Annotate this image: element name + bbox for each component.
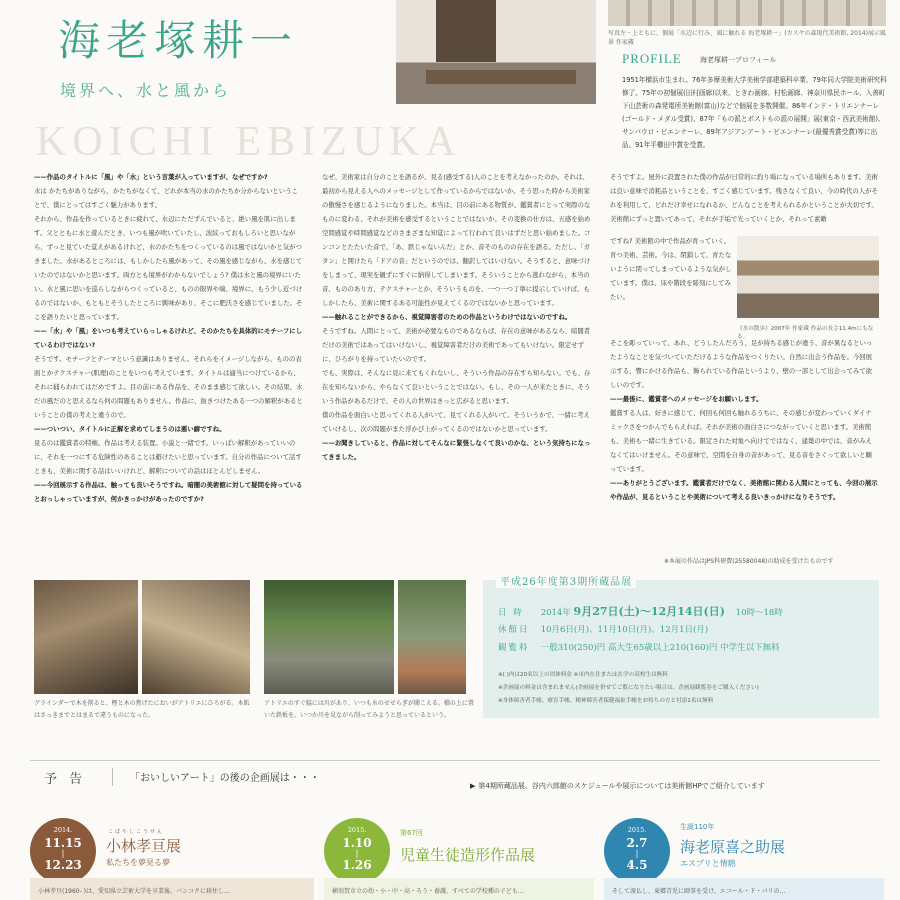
interview-answer: それから、作品を作っているときに疲れて、水辺にただずんでいると、絶い風を肌に出します。父とともに水と遊んだとき、いつも風が吹いていたし、波紋っておもしろいと思いながら、ずっと見ていた覚えがあるけれど、水のかたちをつくっているのは風ではないかと気がつきました。水があるところには、もしかしたら風があって、その風を感じながら、水を感じていたのではないかと思います。両方とも境界がわからないでしょう? 僕は水と風の境界にいたい。水と風に思いを巡らしながらつくっていると、ものの限界や端、境界に、もう少し近づけるのではないか、もともとそうしたところに興味があり、そこに肥沃さを感じていました。そこを語りたいと思っています。 (34, 215, 303, 321)
disc-end: 12.23 (44, 858, 82, 872)
interview-question: ——最後に、鑑賞者へのメッセージをお願いします。 (610, 395, 763, 403)
interview-question: ——ありがとうございます。鑑賞者だけでなく、美術館に関わる人間にとっても、今回の展示や作品が、見るということや美術について考える良いきっかけになりそうです。 (610, 479, 878, 501)
interview-column-3-top (610, 170, 878, 234)
divider (30, 760, 880, 761)
wooden-board (426, 70, 576, 84)
museum-hp-note[interactable] (470, 781, 765, 791)
exhibition-subtitle: 境界へ、水と風から (60, 81, 232, 100)
interview-question: ——今回展示する作品は、触っても良いそうですね。暗闇の美術館に対して疑問を持っているとおっしゃっていますが、何かきっかけがあったのですか? (34, 481, 303, 503)
installation-photo-top-right (608, 0, 886, 26)
interview-question: ——触れることができるから、視覚障害者のための作品というわけではないのですね。 (322, 313, 572, 321)
upcoming-title-1: 小林孝亘展 (106, 837, 182, 855)
upcoming-text-strip-3 (604, 878, 884, 900)
exhibition-dates-row (498, 603, 783, 619)
preview-label: 予 告 (44, 772, 87, 787)
strip-text: そして渡仏し、東郷青児に師事を受け、エコール・ド・パリの… (612, 888, 786, 895)
sculpture-object (436, 0, 496, 62)
disc-start: 11.15 (44, 836, 82, 850)
profile-text: 1951年横浜市生まれ。76年多摩美術大学美術学部建築科卒業、79年同大学院美術研究科修了。75年の初個展(田村画廊)以来、ときわ画廊、村松画廊、神奈川県民ホール、入善町下山芸術の森発電所美術館(富山)などで個展を多数開催。86年インド・トリエンナーレ(ゴールド・メダル受賞)、87年「もの派とポストもの派の展開」展(東京・西武美術館)、サンパウロ・ビエンナーレ、89年アジアンアート・ビエンナーレ(最優秀賞受賞)等に出品。91年平櫛田中賞を受賞。 (622, 76, 887, 149)
interview-question: ——お聞きしていると、作品に対してそんなに緊張しなくて良いのかな、という気持ちになってきました。 (322, 439, 591, 461)
interview-answer: そこを彫っていって、あれ、どうしたんだろう、足が持ちる感じが違う、音が異なるといったようなことを気づいていただけるような作品をつくりたい。自然に出会う作品を。今回展示する、響にかける作品も、飾られている作品というより、壁の一部として出会ってみて欲しいのです。 (610, 339, 873, 389)
disc-year: 2015. (347, 826, 367, 834)
interview-answer: そうです。モチーフとテーマという意識はありません。それらをイメージしながら、ものの表面とかテクスチャー(肌理)のことをいつも考えています。タイトルは適当につけているから、それに捕らわれてはだめですよ。目の前にある作品を、そのまま感じて欲しい。その結果、水だの風だのと思えるなら何の問題もありません。作品に、抜きつけたある一つの解釈があるということの僕の考えと違うので。 (34, 355, 303, 419)
studio-caption: グラインダーで木を削ると、樫と木の焦げたにおいがアトリエにひろがる。木肌はさっきまでとはまるで違うものになった。 (34, 700, 250, 719)
disc-year: 2015. (627, 826, 647, 834)
interview-answer: そうですよ。屋外に設置された僕の作品が日常的に釣り場になっている場所もあります。美術は良い意味で消耗品ということを、すごく感じています。残さなくて良い、今の時代の人がそれを利用して、どれだけ幸せになれるか、どんなことを考えられるかということが大切です。美術館にずっと置いてあって、それが手垢で光っていくとか、それって素敵 (610, 173, 878, 223)
row-post: 10時～18時 (735, 608, 783, 618)
interview-answer: 見るのは鑑賞者の特権。作品は考える装置。小説と一緒です。いっぱい解釈があっていいのに、それを一つにする危険性のあることは避けたいと思っています。自分の作品について話すときも、美術に関する話はいいけれど、解釈についての話はほとんどしません。 (34, 439, 302, 475)
interview-column-3-narrow (610, 234, 734, 334)
river-photo (264, 580, 394, 694)
interview-column-1 (34, 170, 304, 570)
date-disc-2: 2015. 1.10 | 1.26 (324, 818, 390, 884)
exhibition-note: ※企画展の料金は含まれません(企画展を併せてご覧になりたい場合は、企画展観覧券をご購入ください) (498, 685, 759, 691)
row-label: 観覧料 (498, 643, 530, 653)
interview-answer: ですね? 美術館の中で作品が育っていく。育つ美術、芸術。今は、閉鎖して、育たないように閉ってしまっているような気がしています。僕は、床や階段を彫刻にしてみたい。 (610, 237, 732, 301)
interview-answer: そうですね。人間にとって、美術が必要なものであるならば、存在の意味があるなら、暗闇者だけの美術ではあってはいけないし、視覚障害者だけの美術であってもいけない。限定せずに、ひろがりを持っていたいのです。 (322, 327, 591, 363)
interview-question: ——ついつい、タイトルに正解を求めてしまうのは悪い癖ですね。 (34, 425, 226, 433)
disc-start: 1.10 (342, 836, 372, 850)
disc-end: 1.26 (342, 858, 372, 872)
artist-roman-name: KOICHI EBIZUKA (36, 119, 462, 165)
profile-label: PROFILE (622, 51, 682, 66)
river-caption: アトリエのすぐ脇には川があり、いつも水のせせらぎが聞こえる。橋の上に置いた鉄板を、いつか川を見ながら削ってみようと思っているという。 (264, 700, 474, 719)
upcoming-text-strip-1 (30, 878, 314, 900)
upcoming-prefix-2: 第67回 (400, 829, 423, 837)
triangle-right-icon: ▶ (470, 782, 476, 790)
row-pre: 2014年 (540, 608, 571, 618)
disc-end: 4.5 (626, 858, 648, 872)
photo-caption-top: 写真左・上ともに、個展「水辺に行み、風に触れる 海老塚耕一」(カスヤの森現代美術館, 2014)展示風景 作家蔵 (608, 30, 886, 46)
exhibition-fee-row (498, 641, 780, 653)
interview-answer: 水は かたちがありながら、かたちがなくて、どれが本当の水のかたちか分からないということで、僕にとってはすごく魅力があります。 (34, 187, 298, 209)
upcoming-prefix-3: 生誕110年 (680, 823, 715, 831)
interview-question: ——「水」や「風」をいつも考えていらっしゃるけれど、そのかたちを具体的にモチーフにしているわけではない? (34, 327, 303, 349)
artwork-caption: 《水の散歩》2007年 作家蔵 作品の長さ11.4mにもなる。 (737, 326, 874, 340)
upcoming-title-2: 児童生徒造形作品展 (400, 846, 536, 864)
studio-photo-wood (142, 580, 250, 694)
museum-hp-note-text: 第4期所蔵品展、谷内六郎館のスケジュールや展示については美術館HPでご紹介しています (478, 782, 765, 790)
upcoming-subtitle-3: エスプリと情熱 (680, 859, 736, 868)
bridge-photo (398, 580, 466, 694)
exhibition-title: 平成26年度第3期所蔵品展 (496, 573, 636, 588)
exhibition-note: ※( )内は20名以上の団体料金 ※市内在住または在学の高校生は無料 (498, 672, 668, 678)
interview-column-3-bottom (610, 336, 878, 551)
exhibition-note: ※身体障害者手帳、療育手帳、精神障害者保健福祉手帳をお持ちの方と付添1名は無料 (498, 698, 714, 704)
strip-text: 横須賀市立の幼・小・中・高・ろう・養護、すべての学校種の子ども… (332, 888, 524, 895)
interview-question: ——作品のタイトルに「風」や「水」という言葉が入っていますが、なぜですか? (34, 173, 268, 181)
row-label: 日 時 (498, 608, 524, 618)
grant-note: ※本展の作品はJPS科研費(25580048)の助成を受けたものです (664, 558, 834, 565)
preview-heading: 「おいしいアート」の後の企画展は・・・ (130, 773, 320, 784)
interview-answer: でも、実際は、そんなに見に来てもくれないし、そういう作品の存在すら知らない。でも、存在を知らないから、やらなくて良いということではない。もし、その一人が来たときに、そういう作品があるだけで、その人の世界はきっと広がると思います。 (322, 369, 591, 405)
upcoming-text-strip-2 (324, 878, 594, 900)
divider (112, 768, 113, 786)
interview-answer: なぜ、美術家は自分のことを語るが、見る(感受する)人のことを考えなかったのか。それは、最初から見える人へのメッセージとして作っているからではないか。そう思った時から美術家の傲慢さを感じるようになりました。本当は、目の前にある物質が、鑑賞者にとって実際のなものに変わる、それが美術を感受するということではないか。その変換の仕方は、五感を始め空間感覚や時間感覚などのさまざまな知覚によって行われて良いはずだと思い始めました。コンコンとたたいた音で、「あ、鉄じゃないんだ」とか、音そのものの存在を語る。ただし、「ガタン」と開けたら「ドアの音」だというのでは、翻訳してはいけない。そうすると、意味づけをしまって、現実を観ずにすぐに納得してしまいます。そういうことから逃れながら、本当の音、もののあり方、テクスチャーとか、そういうものを、一つ一つ丁寧に提示していけば、もしかしたら、美術に関するある可能性が見えてくるのではないかと思っています。 (322, 173, 591, 307)
profile-sublabel: 海老塚耕一プロフィール (700, 56, 777, 64)
row-main: 10月6日(月)、11月10日(月)、12月1日(月) (540, 625, 709, 635)
row-main: 9月27日(土)～12月14日(日) (573, 605, 725, 618)
interview-column-2 (322, 170, 592, 570)
interview-answer: 僕の作品を面白いと思ってくれる人がいて、見てくれる人がいて。そういうかで、一緒に考えていけるし、次の問題がまた浮かび上がってくるのではないかと思っています。 (322, 411, 591, 433)
title-kana: こばやしこうせん (108, 829, 165, 835)
date-disc-1: 2014. 11.15 | 12.23 (30, 818, 96, 884)
studio-photo-grinding (34, 580, 138, 694)
installation-photo-left (396, 0, 596, 104)
exhibition-closed-row (498, 623, 708, 635)
disc-start: 2.7 (626, 836, 648, 850)
artwork-photo (737, 236, 879, 318)
strip-text: 小林孝亘(1960- )は、愛知県立芸術大学を卒業後、バンコクに移住し… (38, 888, 231, 895)
interview-answer: 鑑賞する人は、好きに感じて、何回も何回も触れるうちに、その感じが変わっていくダイナミックさをつかんでもらえれば。それが美術の面白さにつながっていくと思います。美術館も、美術も一緒に生きている。限定された対象へ向けてではなく、建築の中では、音がみえなくてはいけません。その意味で、空間を自身の音があって、見る音をさぐって欲しいと願っています。 (610, 409, 872, 473)
upcoming-subtitle-1: 私たちを夢見る夢 (106, 858, 170, 867)
upcoming-title-3: 海老原喜之助展 (680, 838, 786, 856)
disc-year: 2014. (53, 826, 73, 834)
row-main: 一般310(250)円 高大生65歳以上210(160)円 中学生以下無料 (540, 643, 780, 653)
date-disc-3: 2015. 2.7 | 4.5 (604, 818, 670, 884)
row-label: 休館日 (498, 625, 530, 635)
artist-name-title: 海老塚耕一 (58, 16, 299, 65)
